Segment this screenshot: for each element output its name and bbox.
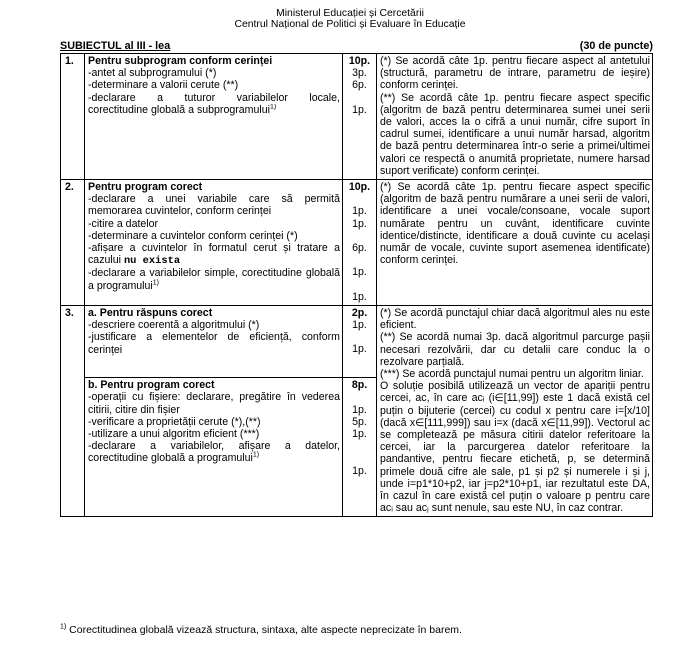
criteria-item: corectitudine globală a subprogramului$^{1)}$	[88, 103, 277, 116]
criteria-title: Pentru subprogram conform cerinței	[88, 55, 273, 67]
footnote-ref: 1)	[152, 279, 160, 287]
criteria-cell	[85, 305, 343, 377]
points-value: 1p.	[352, 343, 367, 356]
item-number: 1.	[61, 54, 85, 180]
points-value	[343, 92, 376, 104]
points-value: 3p.	[352, 67, 367, 80]
note-text: (*) Se acordă punctajul chiar dacă algoritmul ales nu este eficient.	[380, 306, 650, 332]
ministry-name: Ministerul Educației și Cercetării	[276, 8, 424, 19]
points-value: 5p.	[352, 415, 367, 428]
points-value: 1p.	[352, 428, 367, 441]
criteria-item: -justificare a elementelor de eficiență, conform cerinței	[88, 331, 340, 356]
subject-title: SUBIECTUL al III - lea	[60, 40, 171, 52]
item-number: 2.	[61, 180, 85, 306]
center-name: Centrul Național de Politici și Evaluare în Educație	[234, 19, 466, 30]
note-text: (*) Se acordă câte 1p. pentru fiecare aspect specific (algoritm de bază pentru numărare a unei serii de valori, identificare a unei vocale/consoane, vocale suport numărate pentru un cuvânt, identificare cuvinte identice/distincte, identificare a două cuvinte cu același număr de vocale, cuvinte suport asemenea identificate) conform cerinței.	[380, 181, 650, 267]
criteria-item: -operații cu fișiere: declarare, pregătire în vederea citirii, citire din fișier	[88, 391, 340, 416]
points-value: 1p.	[352, 319, 367, 332]
footnote-mark: 1)	[60, 623, 67, 631]
points-value: 1p.	[352, 403, 367, 416]
criteria-item: -declarare a variabilelor simple, corectitudine globală a programului$^{1)}$	[88, 267, 340, 292]
points-total: 10p.	[348, 181, 371, 194]
points-total: 2p.	[351, 306, 368, 319]
grading-table	[60, 53, 653, 517]
points-value: 1p.	[352, 217, 367, 230]
footnote-ref: 1)	[269, 103, 277, 111]
points-value: 6p.	[352, 79, 367, 92]
criteria-item: -descriere coerentă a algoritmului (*)	[88, 319, 260, 332]
criteria-cell	[85, 54, 343, 180]
criteria-item: -declarare a tuturor variabilelor locale,	[88, 91, 340, 104]
notes-cell	[377, 54, 653, 180]
criteria-title: Pentru program corect	[88, 181, 203, 194]
note-text: (**) Se acordă numai 3p. dacă algoritmul parcurge pașii necesari rezolvării, dar cu detalii care conduc la o rezolvare parțială.	[380, 331, 650, 368]
points-value: 1p.	[352, 103, 367, 116]
criteria-cell	[85, 378, 343, 517]
code-literal: nu exista	[123, 255, 181, 268]
criteria-item: -citire a datelor	[88, 217, 159, 230]
criteria-item: -afișare a cuvintelor în formatul cerut și tratare a cazului nu exista	[88, 242, 340, 268]
points-value: 1p.	[352, 266, 367, 279]
points-value: 6p.	[352, 241, 367, 254]
footnote	[60, 624, 462, 636]
points-cell	[343, 305, 377, 377]
criteria-cell	[85, 180, 343, 306]
points-value: 1p.	[352, 290, 367, 303]
criteria-item: -utilizare a unui algoritm eficient (***)	[88, 428, 260, 441]
criteria-item: -determinare a valorii cerute (**)	[88, 79, 239, 92]
table-row	[61, 305, 653, 377]
note-text: O soluție posibilă utilizează un vector de apariții pentru cercei, ac, în care acᵢ (i∈[11,99]) este 1 dacă există cel puțin o bijuterie (cercei) cu codul x pentru care i=[x/10] (dacă x∈[111,999]) sau i=x (dacă x∈[11,99]). Vectorul ac se completează pe măsura citirii datelor referitoare la cercei, iar la parcurgerea datelor referitoare la pandantive, pentru fiecare etichetă, p, se determină primele două cifre ale sale, p1 și p2 și numerele i și j, unde i=p1*10+p2, iar j=p2*10+p1, iar rezultatul este DA, în cazul în care există cel puțin o valoare p pentru care acᵢ sau acⱼ sunt nenule, sau este NU, în caz contrar.	[380, 380, 650, 515]
criteria-item: -antet al subprogramului (*)	[88, 67, 217, 80]
item-number: 3.	[61, 305, 85, 516]
points-cell	[343, 180, 377, 306]
points-cell	[343, 54, 377, 180]
criteria-item: -determinare a cuvintelor conform cerinței (*)	[88, 229, 298, 242]
points-value: 1p.	[352, 464, 367, 477]
note-text: (**) Se acordă câte 1p. pentru fiecare aspect specific (algoritm de bază pentru determinarea sumei unei serii de valori, acces la o cifră a unui număr, cifre suport în cadrul sumei, identificare a unui număr harsad, algoritm de bază pentru determinarea într-o serie a primei/ultimei valori ce respectă o anumită proprietate, numere harsad suport verificate) conform cerinței.	[380, 91, 650, 177]
criteria-title: b. Pentru program corect	[88, 379, 215, 392]
footnote-ref: 1)	[252, 451, 260, 459]
subject-points: (30 de puncte)	[579, 40, 653, 52]
notes-cell	[377, 305, 653, 516]
points-total: 8p.	[351, 379, 368, 392]
points-value: 1p.	[352, 205, 367, 218]
criteria-item: -declarare a variabilelor, afișare a datelor, corectitudine globală a programului$^{1)}$	[88, 440, 340, 465]
criteria-title: a. Pentru răspuns corect	[88, 306, 213, 319]
criteria-item: -verificare a proprietății cerute (*),(**)	[88, 415, 261, 428]
points-total: 10p.	[348, 55, 371, 67]
footnote-text: Corectitudinea globală vizează structura, sintaxa, alte aspecte neprecizate în barem.	[69, 624, 462, 636]
table-row	[61, 54, 653, 180]
points-cell	[343, 378, 377, 517]
notes-cell	[377, 180, 653, 306]
criteria-item: -declarare a unei variabile care să permită memorarea cuvintelor, conform cerinței	[88, 193, 340, 218]
note-text: (*) Se acordă câte 1p. pentru fiecare aspect al antetului (structură, parametru de intrare, parametru de ieșire) conform cerinței.	[380, 55, 650, 92]
note-text: (***) Se acordă punctajul numai pentru un algoritm liniar.	[380, 367, 644, 380]
table-row	[61, 180, 653, 306]
